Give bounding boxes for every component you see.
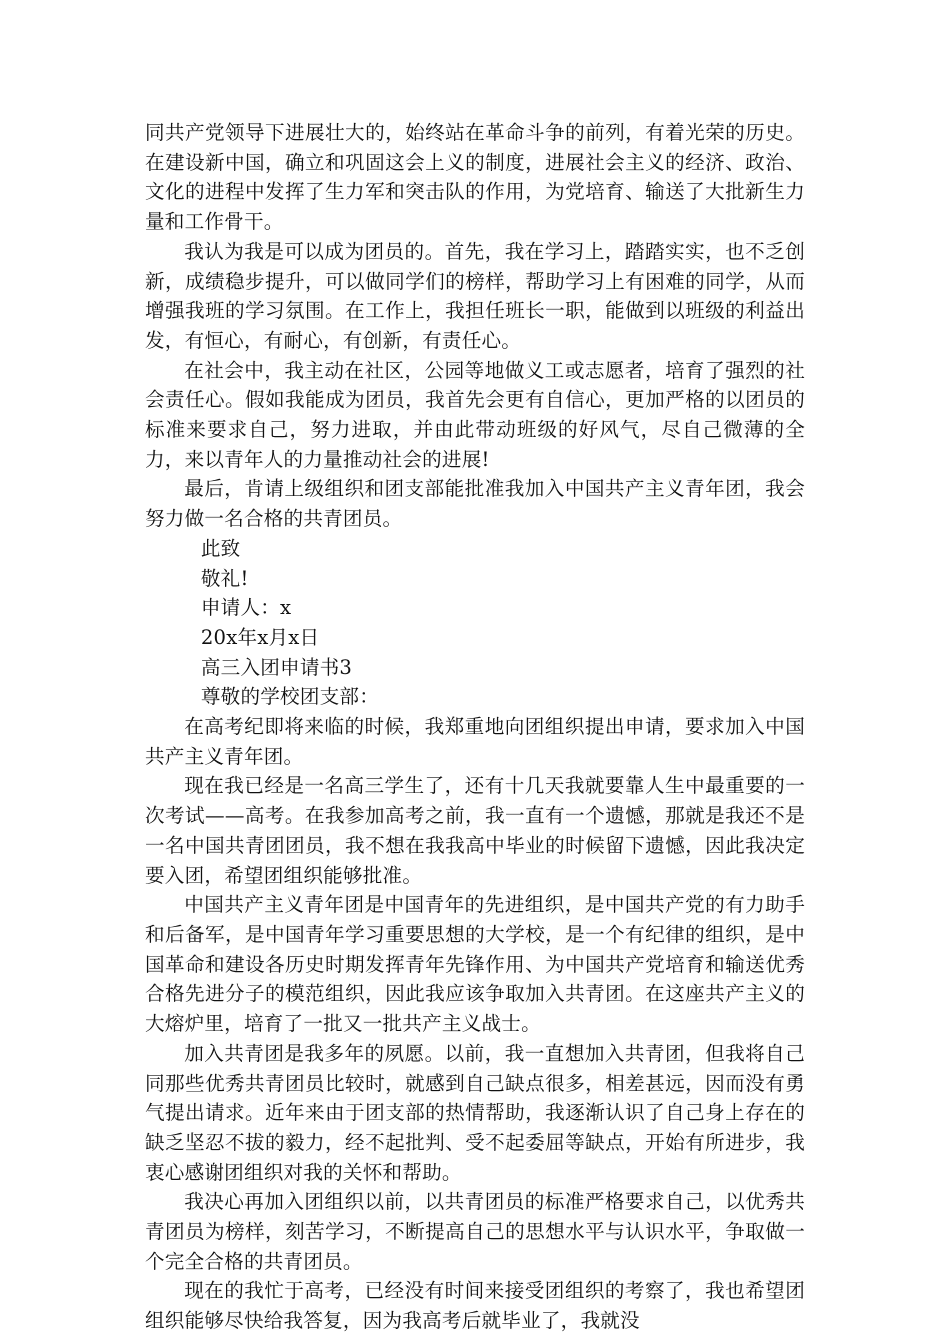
section-title: 高三入团申请书3 [200,655,353,679]
document-body [145,118,805,1336]
paragraph-request-reply: 现在的我忙于高考，已经没有时间来接受团组织的考察了，我也希望团组织能够尽快给我答复，因为我高考后就毕业了，我就没 [145,1279,805,1333]
paragraph-self-assessment: 我认为我是可以成为团员的。首先，我在学习上，踏踏实实，也不乏创新，成绩稳步提升，可以做同学们的榜样，帮助学习上有困难的同学，从而增强我班的学习氛围。在工作上，我担任班长一职，能做到以班级的利益出发，有恒心，有耐心，有创新，有责任心。 [145,239,805,352]
paragraph-closing-request: 最后，肯请上级组织和团支部能批准我加入中国共产主义青年团，我会努力做一名合格的共青团员。 [145,477,805,531]
paragraph-league-intro: 中国共产主义青年团是中国青年的先进组织，是中国共产党的有力助手和后备军，是中国青年学习重要思想的大学校，是一个有纪律的组织，是中国革命和建设各历史时期发挥青年先锋作用、为中国共产党培育和输送优秀合格先进分子的模范组织，因此我应该争取加入共青团。在这座共产主义的大熔炉里，培育了一批又一批共产主义战士。 [145,893,805,1036]
date-line: 20x年x月x日 [200,625,320,649]
applicant-line: 申请人：x [200,596,292,620]
paragraph-history: 同共产党领导下进展壮大的，始终站在革命斗争的前列，有着光荣的历史。在建设新中国，确立和巩固这会上义的制度，进展社会主义的经济、政治、文化的进程中发挥了生力军和突击队的作用，为党培育、输送了大批新生力量和工作骨干。 [145,121,805,234]
paragraph-society: 在社会中，我主动在社区，公园等地做义工或志愿者，培育了强烈的社会责任心。假如我能成为团员，我首先会更有自信心，更加严格的以团员的标准来要求自己，努力进取，并由此带动班级的好风气，尽自己微薄的全力，来以青年人的力量推动社会的进展! [145,358,805,471]
greeting-line: 尊敬的学校团支部： [200,685,380,709]
paragraph-application: 在高考纪即将来临的时候，我郑重地向团组织提出申请，要求加入中国共产主义青年团。 [145,715,805,768]
salutation-cizhi: 此致 [200,536,241,560]
salutation-jingli: 敬礼! [200,566,249,590]
paragraph-resolve: 我决心再加入团组织以前，以共青团员的标准严格要求自己，以优秀共青团员为榜样，刻苦学习，不断提高自己的思想水平与认识水平，争取做一个完全合格的共青团员。 [145,1190,805,1273]
paragraph-gaokao: 现在我已经是一名高三学生了，还有十几天我就要靠人生中最重要的一次考试——高考。在我参加高考之前，我一直有一个遗憾，那就是我还不是一名中国共青团团员，我不想在我我高中毕业的时候留下遗憾，因此我决定要入团，希望团组织能够批准。 [145,774,805,887]
paragraph-wish: 加入共青团是我多年的夙愿。以前，我一直想加入共青团，但我将自己同那些优秀共青团员比较时，就感到自己缺点很多，相差甚远，因而没有勇气提出请求。近年来由于团支部的热情帮助，我逐渐认识了自己身上存在的缺乏坚忍不拔的毅力，经不起批判、受不起委屈等缺点，开始有所进步，我衷心感谢团组织对我的关怀和帮助。 [145,1041,805,1184]
